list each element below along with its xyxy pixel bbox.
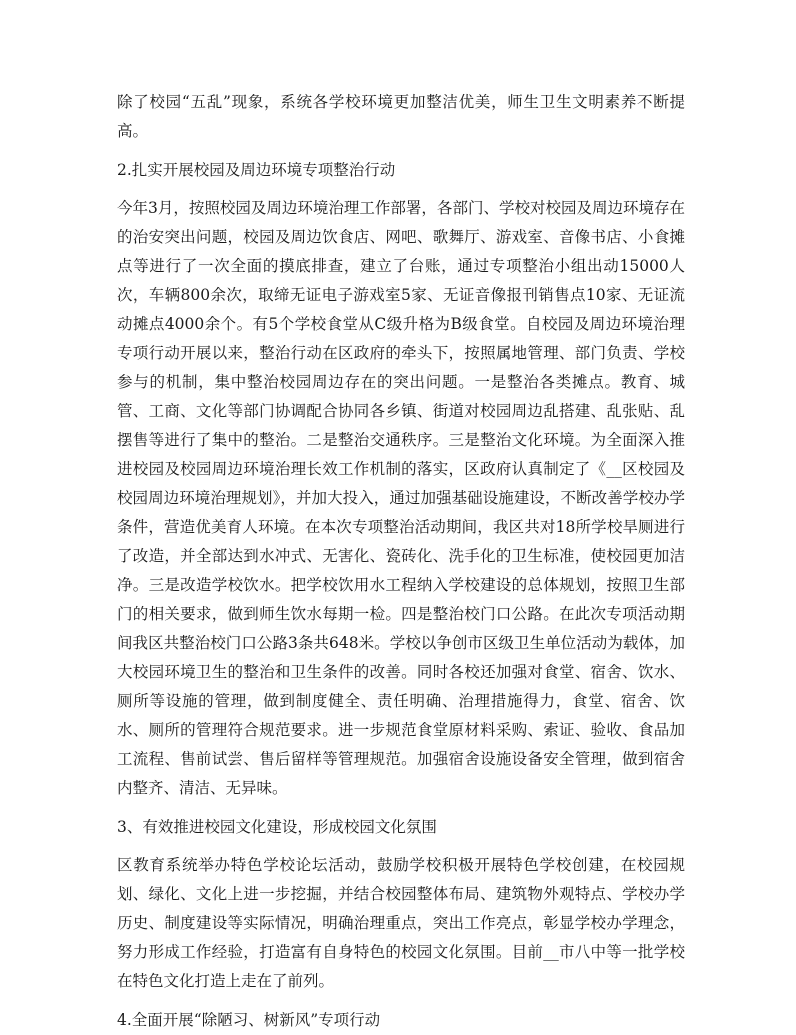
document-page (117, 88, 685, 1035)
paragraph-section-3: 区教育系统举办特色学校论坛活动，鼓励学校积极开展特色学校创建，在校园规划、绿化、文化上进一步挖掘，并结合校园整体布局、建筑物外观特点、学校办学历史、制度建设等实际情况，明确治理重点，突出工作亮点，彰显学校办学理念，努力形成工作经验，打造富有自身特色的校园文化氛围。目前__市八中等一批学校在特色文化打造上走在了前列。 (117, 856, 685, 990)
section-heading-3: 3、有效推进校园文化建设，形成校园文化氛围 (117, 818, 437, 836)
paragraph-section-2: 今年3月，按照校园及周边环境治理工作部署，各部门、学校对校园及周边环境存在的治安突出问题，校园及周边饮食店、网吧、歌舞厅、游戏室、音像书店、小食摊点等进行了一次全面的摸底排查，建立了台账，通过专项整治小组出动15000人次，车辆800余次，取缔无证电子游戏室5家、无证音像报刊销售点10家、无证流动摊点4000余个。有5个学校食堂从C级升格为B级食堂。自校园及周边环境治理专项行动开展以来，整治行动在区政府的牵头下，按照属地管理、部门负责、学校参与的机制，集中整治校园周边存在的突出问题。一是整治各类摊点。教育、城管、工商、文化等部门协调配合协同各乡镇、街道对校园周边乱搭建、乱张贴、乱摆售等进行了集中的整治。二是整治交通秩序。三是整治文化环境。为全面深入推进校园及校园周边环境治理长效工作机制的落实，区政府认真制定了《__区校园及校园周边环境治理规划》，并加大投入，通过加强基础设施建设，不断改善学校办学条件，营造优美育人环境。在本次专项整治活动期间，我区共对18所学校旱厕进行了改造，并全部达到水冲式、无害化、瓷砖化、洗手化的卫生标准，使校园更加洁净。三是改造学校饮水。把学校饮用水工程纳入学校建设的总体规划，按照卫生部门的相关要求，做到师生饮水每期一检。四是整治校门口公路。在此次专项活动期间我区共整治校门口公路3条共648米。学校以争创市区级卫生单位活动为载体，加大校园环境卫生的整治和卫生条件的改善。同时各校还加强对食堂、宿舍、饮水、厕所等设施的管理，做到制度健全、责任明确、治理措施得力，食堂、宿舍、饮水、厕所的管理符合规范要求。进一步规范食堂原材料采购、索证、验收、食品加工流程、售前试尝、售后留样等管理规范。加强宿舍设施设备安全管理，做到宿舍内整齐、清洁、无异味。 (117, 199, 685, 797)
paragraph-intro: 除了校园“五乱”现象，系统各学校环境更加整洁优美，师生卫生文明素养不断提高。 (117, 93, 685, 140)
section-heading-4: 4.全面开展“除陋习、树新风”专项行动 (117, 1011, 381, 1029)
section-heading-2: 2.扎实开展校园及周边环境专项整治行动 (117, 161, 396, 179)
